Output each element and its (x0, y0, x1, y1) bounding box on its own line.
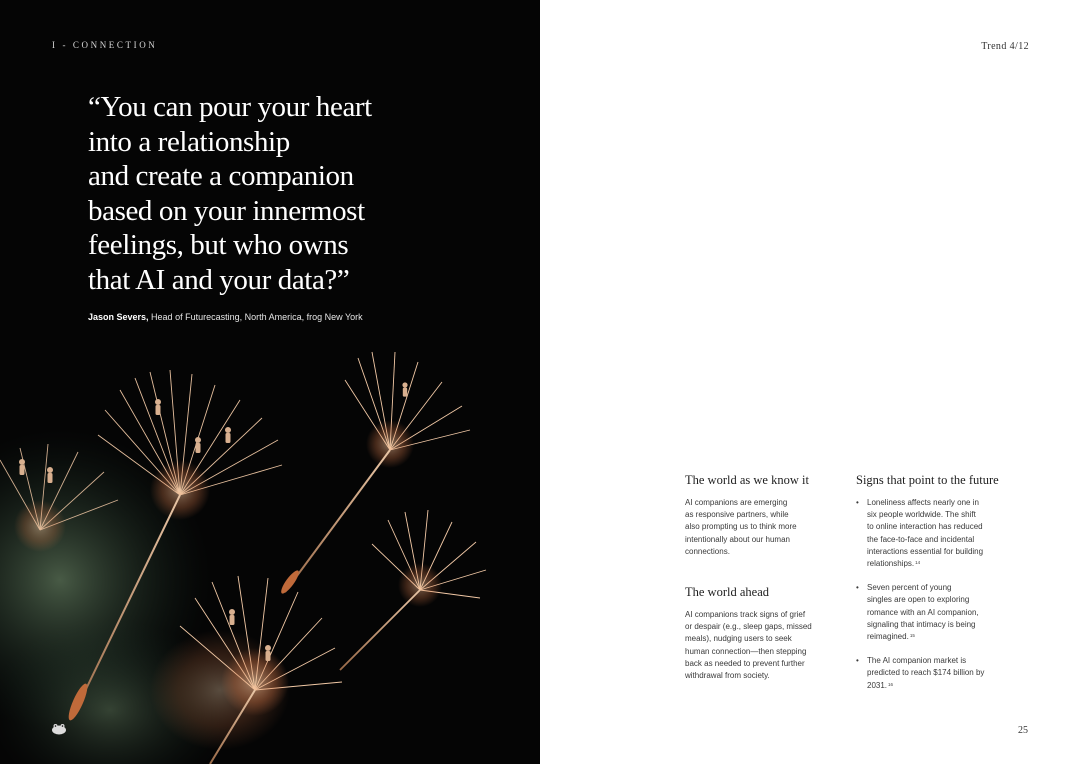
text-line: the face-to-face and incidental (867, 534, 975, 544)
footnote-ref: 16 (888, 681, 894, 687)
text-line: meals), nudging users to seek (685, 634, 792, 644)
signs-list (856, 497, 1031, 692)
text-line: singles are open to exploring (867, 595, 970, 605)
text-line (867, 631, 1031, 643)
quote-line: “You can pour your heart (88, 91, 372, 123)
text-line: predicted to reach $174 billion by (867, 668, 985, 678)
dandelion-seeds-illustration (0, 330, 540, 764)
list-item (856, 655, 1031, 692)
footnote-ref: 15 (909, 633, 915, 639)
text-line: romance with an AI companion, (867, 607, 979, 617)
text-line: interactions essential for building (867, 546, 984, 556)
quote-line: feelings, but who owns (88, 229, 349, 261)
text-line: as responsive partners, while (685, 510, 789, 520)
quote-attribution (88, 312, 508, 322)
frog-logo-icon (50, 722, 68, 736)
world-ahead-heading: The world ahead (685, 585, 769, 600)
text-line: • The AI companion market is (867, 656, 967, 666)
trend-label: Trend 4/12 (981, 41, 1029, 52)
world-as-we-know-text (685, 497, 835, 558)
list-item (856, 497, 1031, 570)
text-line-content: relationships. (867, 559, 915, 569)
world-as-we-know-heading: The world as we know it (685, 473, 809, 487)
quote-line: into a relationship (88, 125, 290, 158)
attribution-name: Jason Severs, (88, 312, 149, 322)
text-line: connections. (685, 546, 730, 556)
text-line: intentionally about our human (685, 534, 790, 544)
text-line: human connection—then stepping (685, 646, 807, 656)
text-line: to online interaction has reduced (867, 522, 983, 532)
text-line: signaling that intimacy is being (867, 619, 976, 629)
list-item (856, 582, 1031, 643)
text-line: • Loneliness affects nearly one in (867, 498, 979, 507)
text-line (867, 680, 1031, 692)
world-column (685, 472, 835, 682)
section-label: I - CONNECTION (52, 40, 158, 50)
text-line: back as needed to prevent further (685, 658, 805, 668)
text-line-content: 2031. (867, 680, 888, 690)
right-page (540, 0, 1080, 764)
text-line: AI companions track signs of grief (685, 610, 806, 620)
text-line: or despair (e.g., sleep gaps, missed (685, 622, 812, 632)
pull-quote (88, 90, 508, 297)
signs-heading: Signs that point to the future (856, 473, 999, 487)
text-line-content: reimagined. (867, 632, 909, 642)
text-line: • Seven percent of young (867, 583, 952, 593)
text-line: also prompting us to think more (685, 522, 797, 532)
page-number: 25 (1018, 725, 1028, 736)
text-line: withdrawal from society. (685, 671, 770, 681)
text-line: six people worldwide. The shift (867, 510, 976, 520)
text-line: AI companions are emerging (685, 498, 788, 507)
quote-line: based on your innermost (88, 194, 365, 227)
signs-column (856, 472, 1031, 692)
text-line (867, 558, 1031, 570)
quote-line: that AI and your data?” (88, 263, 350, 296)
quote-line: and create a companion (88, 160, 354, 192)
world-ahead-text (685, 609, 835, 682)
attribution-role: Head of Futurecasting, North America, frog New York (148, 312, 363, 322)
footnote-ref: 14 (915, 560, 921, 566)
